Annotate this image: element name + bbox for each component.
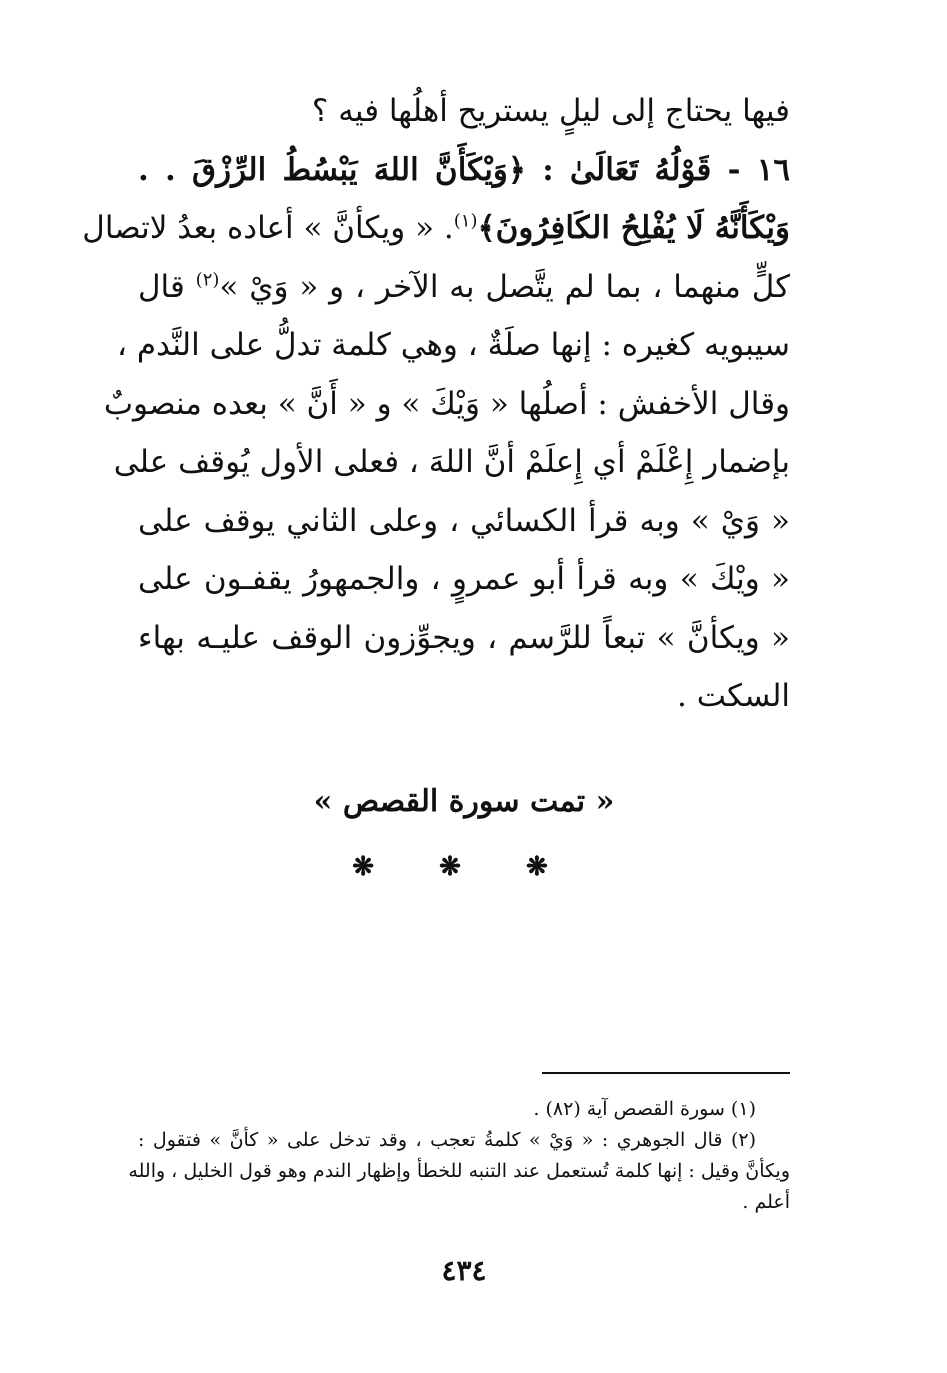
text-line-7: بإضمار إِعْلَمْ أي إِعلَمْ أنَّ اللهَ ، فعلى الأول يُوقف على bbox=[113, 444, 790, 480]
footnote-ref-1: (١) bbox=[453, 210, 478, 232]
text-line-9: « ويْكَ » وبه قرأ أبو عمروٍ ، والجمهورُ يقفـون على bbox=[138, 561, 790, 597]
footnote-2: (٢) قال الجوهري : « وَيْ » كلمةُ تعجب ، وقد تدخل على « كأنَّ » فتقول : bbox=[138, 1129, 756, 1151]
footnote-2-cont: ويكأنَّ وقيل : إنها كلمة تُستعمل عند التنبه للخطأ وإظهار الندم وهو قول الخليل ، والله bbox=[128, 1160, 790, 1182]
text-line-3-rest: . « ويكأنَّ » أعاده بعدُ لاتصال bbox=[82, 210, 454, 246]
text-line-5: سيبويه كغيره : إنها صلَةٌ ، وهي كلمة تدلُّ على النَّدم ، bbox=[116, 327, 790, 363]
surah-end-heading: « تمت سورة القصص » bbox=[313, 784, 615, 819]
page-number: ٤٣٤ bbox=[441, 1254, 487, 1287]
footnote-ref-2: (٢) bbox=[195, 269, 220, 291]
text-line-8: « وَيْ » وبه قرأ الكسائي ، وعلى الثاني يوقف على bbox=[138, 502, 790, 539]
footnote-2-end: أعلم . bbox=[742, 1191, 790, 1213]
footnote-divider bbox=[542, 1072, 790, 1074]
text-line-4-end: قال bbox=[138, 268, 185, 305]
star-separator: ❋ ❋ ❋ bbox=[352, 852, 576, 882]
text-line-6: وقال الأخفش : أصلُها « وَيْكَ » و « أَنَّ » بعده منصوبٌ bbox=[103, 385, 790, 422]
text-line-11: السكت . bbox=[677, 678, 790, 714]
footnote-1: (١) سورة القصص آية (٨٢) . bbox=[533, 1098, 756, 1120]
text-line-2: ١٦ - قَوْلُهُ تَعَالَىٰ : ﴿وَيْكَأَنَّ اللهَ يَبْسُطُ الرِّزْقَ . . bbox=[138, 151, 790, 188]
verse-fragment: وَيْكَأَنَّهُ لَا يُفْلِحُ الكَافِرُونَ﴾ bbox=[477, 210, 790, 246]
text-line-3 bbox=[82, 199, 790, 258]
text-line-4-start: كلٍّ منهما ، بما لم يتَّصل به الآخر ، و « وَيْ » bbox=[219, 268, 790, 305]
text-line-1: فيها يحتاج إلى ليلٍ يستريح أهلُها فيه ؟ bbox=[311, 93, 790, 129]
main-text bbox=[82, 82, 790, 726]
text-line-4 bbox=[138, 258, 790, 317]
footnotes bbox=[128, 1094, 790, 1218]
text-line-10: « ويكأنَّ » تبعاً للرَّسم ، ويجوِّزون الوقف عليـه بهاء bbox=[138, 619, 790, 656]
